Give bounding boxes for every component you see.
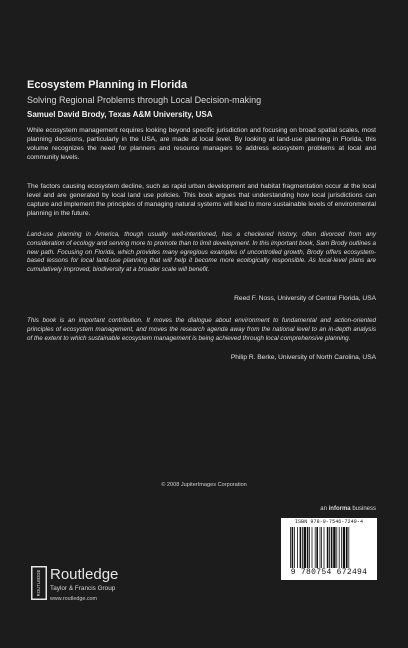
- informa-suffix: business: [352, 506, 376, 512]
- isbn-text: ISBN 978-0-7546-7249-4: [294, 519, 364, 525]
- informa-word: informa: [328, 506, 351, 512]
- logo-spine-text: ROUTLEDGE: [36, 569, 42, 597]
- review-attribution-1: Reed F. Noss, University of Central Florida, USA: [234, 295, 376, 302]
- publisher-website: www.routledge.com: [50, 596, 98, 602]
- book-author: Samuel David Brody, Texas A&M University, USA: [27, 110, 213, 119]
- description-paragraph-2: The factors causing ecosystem decline, such as rapid urban development and habitat fragmentation occur at the local level and are generated by local land use policies. This book argues that understanding how local jurisdictions can capture and implement the principles of managing natural systems will lead to more sustainable levels of environmental planning in the future.: [27, 183, 376, 217]
- barcode-bars: [290, 527, 370, 568]
- review-attribution-2: Philip R. Berke, University of North Carolina, USA: [230, 354, 376, 361]
- barcode-digits: 9 780754 672494: [290, 568, 368, 577]
- publisher-group: Taylor & Francis Group: [50, 585, 116, 592]
- informa-prefix: an: [320, 506, 327, 512]
- review-quote-1: Land-use planning in America, though usually well-intentioned, has a checkered history, often divorced from any consideration of ecology and serving more to promote than to limit development. In this important book, Sam Brody outlines a new path. Focusing on Florida, which provides many egregious examples of uncontrolled growth, Brody offers ecosystem-based lessons for local land-use planning that will help it become more ecologically responsible. As local-level plans are cumulatively improved, biodiversity at a broader scale will benefit.: [27, 231, 376, 274]
- image-copyright: © 2008 JupiterImages Corporation: [161, 482, 247, 488]
- review-quote-2: This book is an important contribution. It moves the dialogue about environment to fundamental and action-oriented principles of ecosystem management, and moves the research agenda away from the national level to an in-depth analysis of the extent to which sustainable ecosystem management is being achieved through local comprehensive planning.: [27, 317, 376, 342]
- routledge-logo-icon: [31, 566, 47, 600]
- isbn-barcode: [281, 518, 377, 580]
- publisher-name: Routledge: [50, 566, 119, 583]
- book-title: Ecosystem Planning in Florida: [27, 79, 188, 91]
- book-subtitle: Solving Regional Problems through Local Decision-making: [27, 95, 262, 105]
- description-paragraph-1: While ecosystem management requires looking beyond specific jurisdiction and focusing on broad spatial scales, most planning decisions, particularly in the USA, are made at local level. By looking at land-use planning in Florida, this volume recognizes the need for planners and resource managers to address ecosystem problems at local and community levels.: [27, 127, 376, 161]
- informa-business-label: [320, 506, 376, 512]
